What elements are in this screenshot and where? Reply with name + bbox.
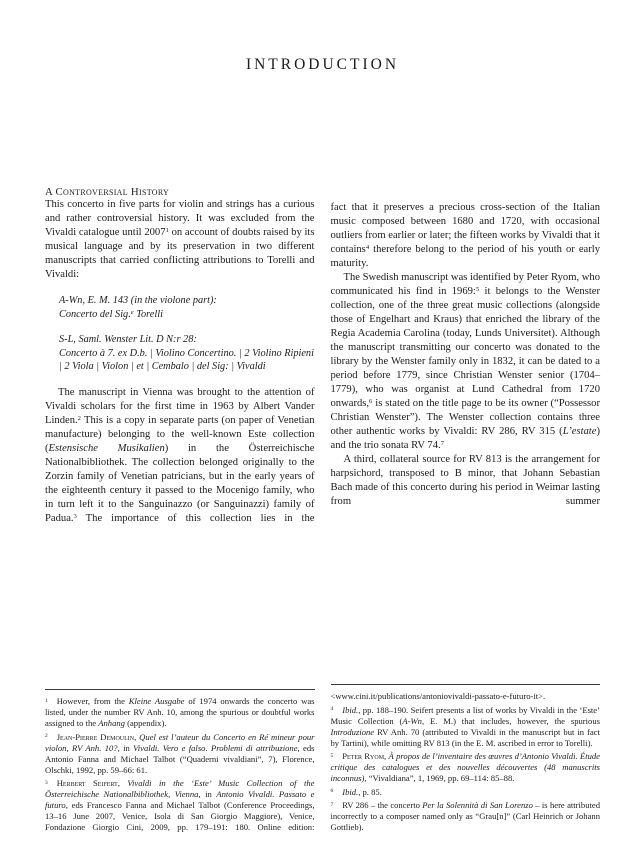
footnote-1-text: However, from the Kleine Ausgabe of 1974 onwards the concerto was listed, under the number RV Anh. 10, among the spurious or doubtful works assigned to the Anhang (appendix). <box>45 696 315 728</box>
section-heading: A Controversial History <box>45 186 170 198</box>
footnote-4-text: Ibid., pp. 188–190. Seifert presents a list of works by Vivaldi in the ‘Este’ Music Collection (A-Wn, E. M.) that includes, however, the spurious Introduzione RV Anh. 70 (attributed to Vivaldi in the manuscript but in fact by Tartini), while omitting RV 813 (in the E. M. ascribed in error to Torelli). <box>330 704 600 748</box>
footnote-2 <box>45 732 315 776</box>
footnote-1-number: 1 <box>45 697 48 704</box>
footnote-6-number: 6 <box>330 788 334 795</box>
footnote-1 <box>45 696 315 729</box>
footnote-5-text: Peter Ryom, À propos de l’inventaire des œuvres d’Antonio Vivaldi. Étude critique des catalogues et des nouvelles découvertes (48 manuscrits inconnus), “Vivaldiana”, 1, 1969, pp. 69–114: 85–88. <box>330 751 600 783</box>
footnote-7-text: RV 286 – the concerto Per la Solennità di San Lorenzo – is here attributed incorrectly to a composer named only as “Grau[n]” (Carl Heinrich or Johann Gottlieb). <box>330 800 601 832</box>
page-title: INTRODUCTION <box>245 56 400 73</box>
citation-lund-line-1: S-L, Saml. Wenster Lit. D N:r 28: <box>59 334 197 346</box>
left-footnotes <box>45 689 315 833</box>
footnote-rule-right <box>331 684 601 685</box>
footnote-5 <box>331 751 601 784</box>
two-column-layout <box>45 186 600 833</box>
footnote-6-text: Ibid., p. 85. <box>342 786 382 797</box>
citation-vienna-manuscript <box>59 294 315 321</box>
footnote-4 <box>331 705 601 749</box>
paragraph-bach-arrangement: A third, collateral source for RV 813 is the arrangement for harpsichord, transposed to B minor, that Johann Sebastian Bach made of this concerto during his period in Weimar lasting from summer <box>330 454 600 507</box>
footnote-2-number: 2 <box>45 733 48 740</box>
paragraph-este-collection: fact that it preserves a precious cross-section of the Italian music composed between 1680 and 1720, with occasional outliers from earlier or later; the fifteen works by Vivaldi that it contains$^4$ therefore belong to the period of his youth or early maturity. <box>330 202 600 269</box>
citation-vienna-line-2: Concerto del Sig.$^e$ Torelli <box>59 308 163 320</box>
citation-lund-line-2: Concerto à 7. ex D.b. | Violino Concertino. | 2 Violino Ripieni | 2 Viola | Violon | et | Cembalo | del Sig: | Vivaldi <box>59 347 314 373</box>
citation-vienna-line-1: A-Wn, E. M. 143 (in the violone part): <box>59 295 217 306</box>
footnote-3-continuation-text: <www.cini.it/publications/antoniovivaldi-passato-e-futuro-it>. <box>330 691 546 701</box>
footnote-7-number: 7 <box>330 801 334 808</box>
paragraph-controversial-history: This concerto in five parts for violin and strings has a curious and rather controversial history. It was excluded from the Vivaldi catalogue until 2007$^1$ on account of doubts raised by its musical language and by its preservation in two different manuscripts that carried conflicting attributions to Torelli and Vivaldi: <box>45 199 315 280</box>
paragraph-swedish-manuscript: The Swedish manuscript was identified by Peter Ryom, who communicated his find in 1969:$^5$ it belongs to the Wenster collection, one of the three great music collections (alongside those of Engelhart and Kraus) that enriched the library of the Regia Academia Carolina (today, Lunds Universitet). Although the manuscript transmitting our concerto was donated to the library by the Wenster family only in 1832, it can be dated to a period before 1779, since Christian Wenster senior (1704–1779), who was organist at Lund Cathedral from 1720 onwards,$^6$ is stated on the title page to be its owner (“Possessor Christian Wenster”). The Wenster collection contains three other authentic works by Vivaldi: RV 286, RV 315 (L’estate) and the trio sonata RV 74.$^7$ <box>330 272 600 451</box>
footnote-3-number: 3 <box>45 779 48 786</box>
left-column-body <box>45 186 315 526</box>
footnote-2-text: Jean-Pierre Demoulin, Quel est l’auteur du Concerto en Ré mineur pour violon, RV Anh. 10?, in Vivaldi. Vero e falso. Problemi di attribuzione, eds Antonio Fanna and Michael Talbot (“Quaderni vivaldiani”, 7), Florence, Olschki, 1992, pp. 59–66: 61. <box>45 731 315 775</box>
footnote-3-continuation <box>331 691 601 702</box>
paragraph-vienna-manuscript: The manuscript in Vienna was brought to the attention of Vivaldi scholars for the first time in 1963 by Albert Vander Linden.$^2$ This is a copy in separate parts (on paper of Venetian manufacture) belonging to the well-known Este collection (Estensische Musikalien) in the Österreichische Nationalbibliothek. The collection belonged originally to the Zorzin family of Venetian patricians, but in the early years of the eighteenth century it passed to the Mocenigo family, who in turn left it to the Sanguinazzo (or Sanguinazzi) family of Padua.$^3$ The importance of this collection lies in the <box>45 386 315 524</box>
footnote-4-number: 4 <box>330 706 334 713</box>
citation-lund-manuscript <box>59 333 315 374</box>
right-column <box>331 186 601 833</box>
footnote-rule-left <box>45 689 315 690</box>
right-column-body <box>331 186 601 509</box>
footnote-6 <box>331 787 601 798</box>
right-footnotes <box>331 684 601 833</box>
footnote-3-text: Herbert Seifert, Vivaldi in the ‘Este’ Music Collection of the Österreichische Nationalbibliothek, Vienna, in Antonio Vivaldi. Passato e futuro, eds Francesco Fanna and Michael Talbot (Conference Proceedings, 13–16 June 2007, Venice, Isola di San Giorgio Maggiore), Venice, Fondazione Giorgio Cini, 2009, pp. 179–191: 180. Online edition: <box>45 778 315 832</box>
footnote-7 <box>331 800 601 833</box>
footnote-3 <box>45 778 315 833</box>
left-column <box>45 186 315 833</box>
footnote-5-number: 5 <box>330 752 334 759</box>
